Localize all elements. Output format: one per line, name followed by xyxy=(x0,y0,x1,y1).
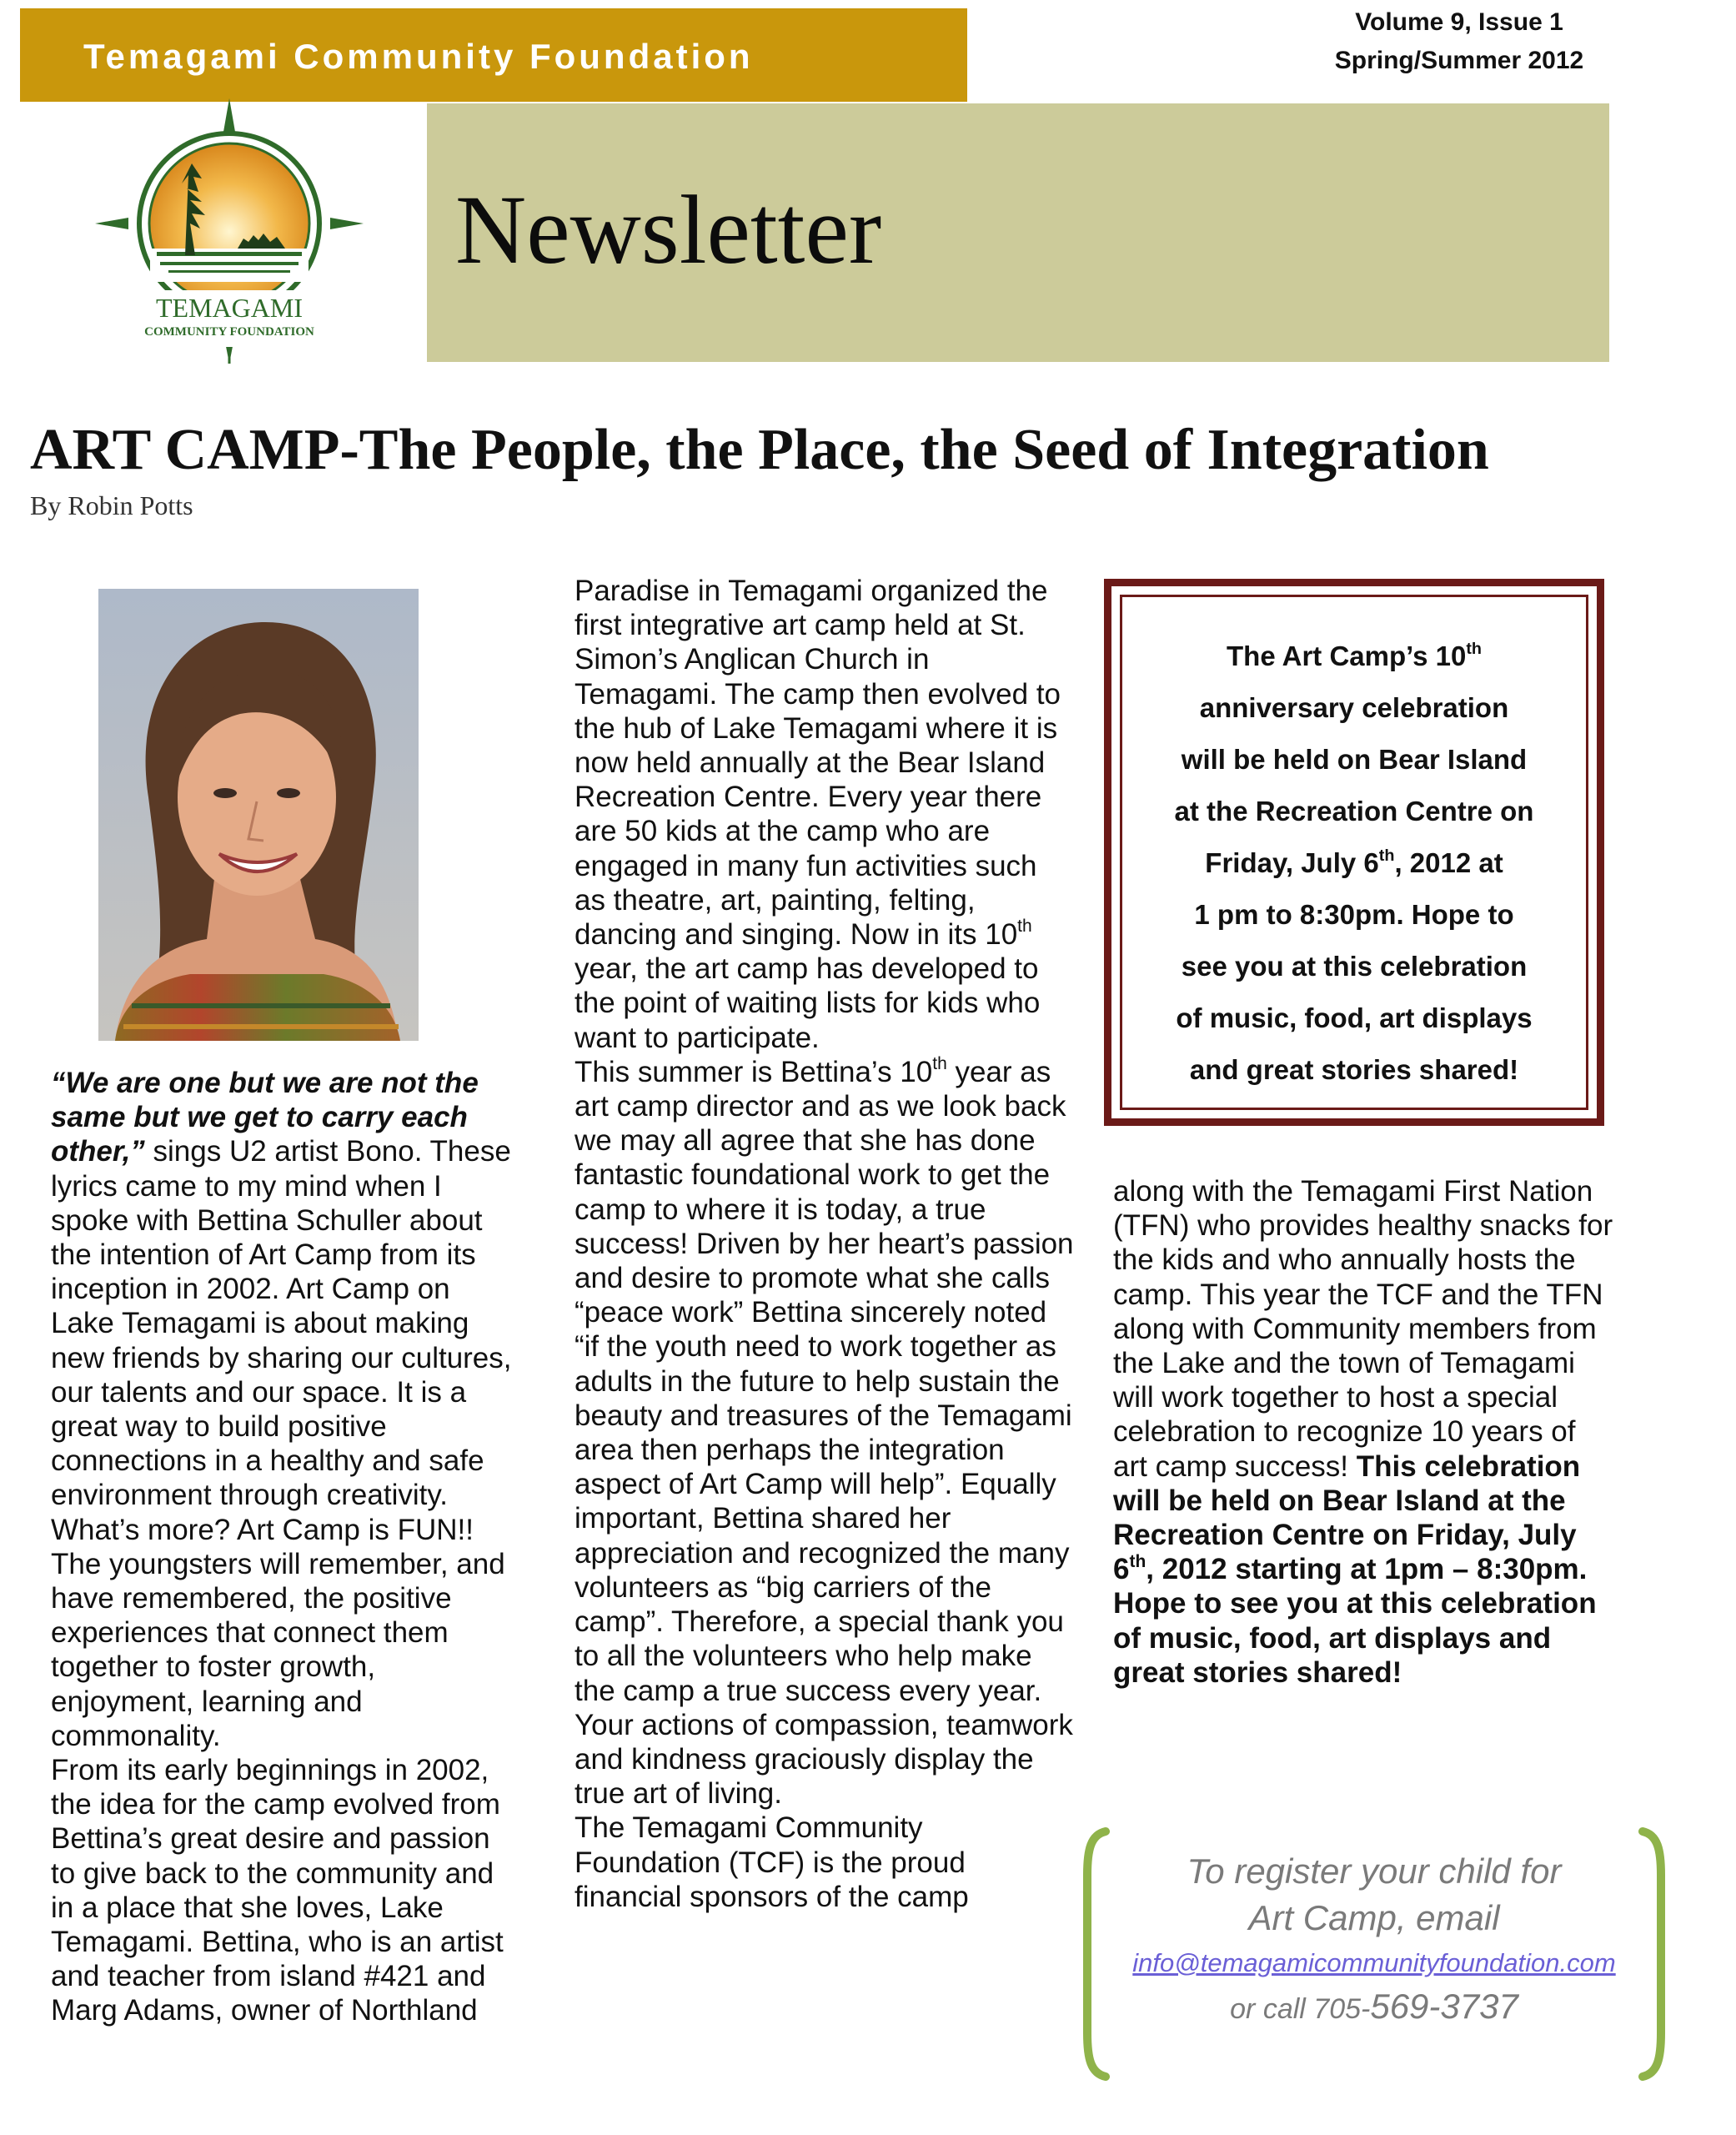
foundation-logo xyxy=(92,98,367,374)
volume-issue: Volume 9, Issue 1 xyxy=(1355,8,1563,36)
newsletter-title: Newsletter xyxy=(455,175,882,284)
bono-quote: “We are one but we are not the same but we get to carry each other,” xyxy=(51,1067,479,1168)
event-announcement-box xyxy=(1104,579,1604,1126)
logo-word-community: COMMUNITY FOUNDATION xyxy=(144,325,314,339)
season-date: Spring/Summer 2012 xyxy=(1334,47,1584,74)
article-column-2 xyxy=(574,574,1075,1914)
column-3-paragraph: along with the Temagami First Nation (TFN) who provides healthy snacks for the kids and who annually hosts the camp. This year the TCF and the TFN along with Community members from the Lake and the town of Temagami will work together to host a special celebration to recognize 10 years of art camp success! This celebration will be held on Bear Island at the Recreation Centre on Friday, July 6th, 2012 starting at 1pm – 8:30pm. Hope to see you at this celebration of music, food, art displays and great stories shared! xyxy=(1113,1175,1613,1689)
register-line-2: Art Camp, email xyxy=(1248,1898,1500,1937)
register-callout xyxy=(1076,1825,1673,2083)
register-email-link[interactable]: info@temagamicommunityfoundation.com xyxy=(1132,1948,1616,1977)
register-line-1: To register your child for xyxy=(1187,1851,1562,1891)
event-text: The Art Camp’s 10th anniversary celebration will be held on Bear Island at the Recreation Centre on Friday, July 6th, 2012 at 1 pm to 8:30pm. Hope to see you at this celebration of music, food, art displays and great stories shared! xyxy=(1174,640,1534,1085)
portrait-photo xyxy=(98,589,419,1041)
article-headline: ART CAMP-The People, the Place, the Seed of Integration xyxy=(30,418,1489,482)
event-box-inner-border xyxy=(1120,595,1588,1110)
article-column-3 xyxy=(1113,1174,1613,1690)
org-name: Temagami Community Foundation xyxy=(83,37,754,76)
column-2-paragraph-3: The Temagami Community Foundation (TCF) is the proud financial sponsors of the camp xyxy=(574,1811,969,1913)
column-2-paragraph-2: This summer is Bettina’s 10th year as art camp director and as we look back we may all agree that she has done fantastic foundational work to get the camp to where it is today, a true success! Driven by her heart’s passion and desire to promote what she calls “peace work” Bettina sincerely noted “if the youth need to work together as adults in the future to help sustain the beauty and treasures of the Temagami area then perhaps the integration aspect of Art Camp will help”. Equally important, Bettina shared her appreciation and recognized the many volunteers as “big carriers of the camp”. Therefore, a special thank you to all the volunteers who help make the camp a true success every year. Your actions of compassion, teamwork and kindness graciously display the true art of living. xyxy=(574,1054,1074,1811)
column-1-paragraph-1: “We are one but we are not the same but we get to carry each other,” sings U2 artist Bono. These lyrics came to my mind when I spoke with Bettina Schuller about the intention of Art Camp from its inception in 2002. Art Camp on Lake Temagami is about making new friends by sharing our cultures, our talents and our space. It is a great way to build positive connections in a healthy and safe environment through creativity. What’s more? Art Camp is FUN!! The youngsters will remember, and have remembered, the positive experiences that connect them together to foster growth, enjoyment, learning and commonality. xyxy=(51,1067,512,1752)
article-column-1 xyxy=(51,1066,518,2028)
column-2-paragraph-1: Paradise in Temagami organized the first integrative art camp held at St. Simon’s Anglican Church in Temagami. The camp then evolved to the hub of Lake Temagami where it is now held annually at the Bear Island Recreation Centre. Every year there are 50 kids at the camp who are engaged in many fun activities such as theatre, art, painting, felting, dancing and singing. Now in its 10th year, the art camp has developed to the point of waiting lists for kids who want to participate. xyxy=(574,575,1061,1054)
celebration-details: This celebration will be held on Bear Island at the Recreation Centre on Friday, July 6th, 2012 starting at 1pm – 8:30pm. Hope to see you at this celebration of music, food, art displays and great stories shared! xyxy=(1113,1449,1597,1689)
logo-word-temagami: TEMAGAMI xyxy=(156,293,303,323)
register-phone: or call 705-569-3737 xyxy=(1230,1987,1518,2026)
article-byline: By Robin Potts xyxy=(30,490,193,520)
column-1-paragraph-2: From its early beginnings in 2002, the idea for the camp evolved from Bettina’s great desire and passion to give back to the community and in a place that she loves, Lake Temagami. Bettina, who is an artist and teacher from island #421 and Marg Adams, owner of Northland xyxy=(51,1754,504,2027)
